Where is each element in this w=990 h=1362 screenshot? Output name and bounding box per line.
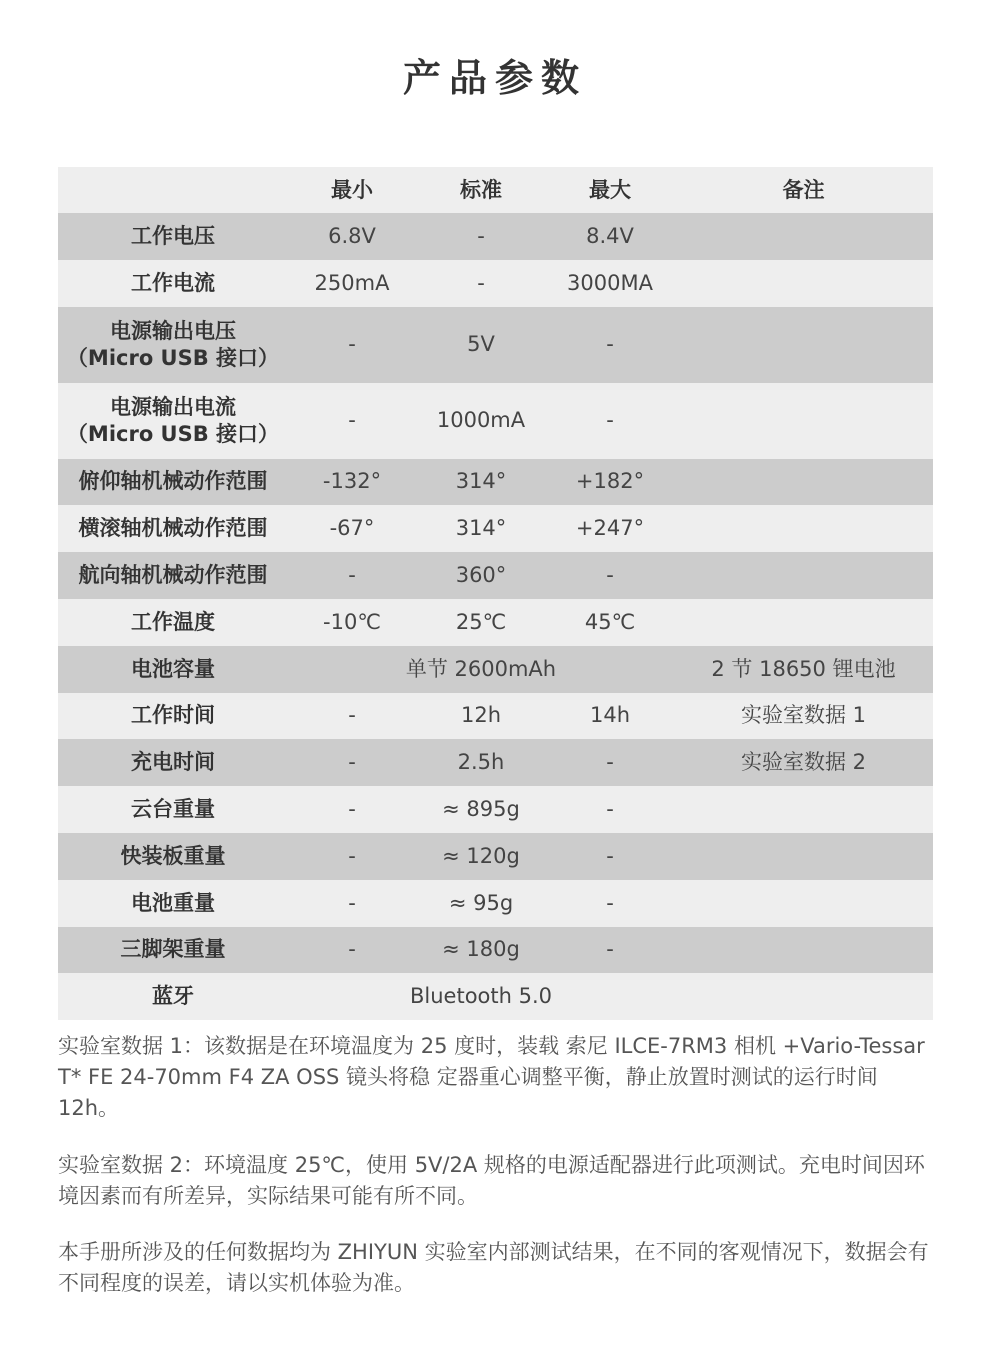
table-row bbox=[58, 833, 933, 880]
table-row bbox=[58, 505, 933, 552]
std-value: - bbox=[477, 270, 485, 295]
max-value: - bbox=[606, 408, 614, 433]
note-value bbox=[674, 383, 933, 459]
table-row bbox=[58, 213, 933, 260]
param-label: 充电时间 bbox=[131, 750, 215, 775]
max-value: - bbox=[606, 937, 614, 962]
note-value bbox=[674, 880, 933, 927]
std-value: 12h bbox=[460, 703, 502, 728]
std-value: 314° bbox=[455, 469, 507, 494]
spec-table bbox=[58, 167, 933, 1020]
param-label bbox=[58, 383, 288, 459]
param-label: 航向轴机械动作范围 bbox=[78, 563, 268, 588]
note-value: 实验室数据 2 bbox=[740, 750, 867, 775]
std-value: ≈ 95g bbox=[448, 890, 514, 915]
param-label: 工作电流 bbox=[131, 270, 215, 295]
std-value: 5V bbox=[467, 332, 495, 357]
param-label: 俯仰轴机械动作范围 bbox=[78, 469, 268, 494]
note-value bbox=[674, 552, 933, 599]
note-value bbox=[674, 213, 933, 260]
std-value: ≈ 120g bbox=[442, 843, 520, 868]
note-value: 实验室数据 1 bbox=[740, 703, 867, 728]
disclaimer-note: 本手册所涉及的任何数据均为 ZHIYUN 实验室内部测试结果，在不同的客观情况下，数据会有不同程度的误差，请以实机体验为准。 bbox=[58, 1240, 929, 1295]
note-value bbox=[674, 927, 933, 974]
lab-data-note-1: 实验室数据 1：该数据是在环境温度为 25 度时，装载 索尼 ILCE-7RM3 相机 +Vario-Tessar T* FE 24-70mm F4 ZA OSS 镜头将稳 定器重心调整平衡，静止放置时测试的运行时间 12h。 bbox=[58, 1034, 925, 1120]
merged-value: 单节 2600mAh bbox=[405, 656, 557, 681]
note-value bbox=[674, 599, 933, 646]
max-value: 14h bbox=[589, 703, 631, 728]
note-value bbox=[674, 973, 933, 1020]
std-value: 360° bbox=[455, 563, 507, 588]
std-value: 1000mA bbox=[436, 408, 526, 433]
max-value: 8.4V bbox=[586, 223, 634, 248]
table-row bbox=[58, 786, 933, 833]
note-value bbox=[674, 459, 933, 506]
header-standard: 标准 bbox=[460, 177, 502, 202]
std-value: 314° bbox=[455, 516, 507, 541]
header-param bbox=[58, 167, 288, 213]
min-value: - bbox=[348, 937, 356, 962]
note-value bbox=[674, 833, 933, 880]
min-value: 250mA bbox=[314, 270, 390, 295]
max-value: - bbox=[606, 890, 614, 915]
param-label: 电池容量 bbox=[131, 656, 215, 681]
param-label-line2: （Micro USB 接口） bbox=[66, 345, 280, 370]
max-value: - bbox=[606, 843, 614, 868]
min-value: - bbox=[348, 890, 356, 915]
table-row bbox=[58, 552, 933, 599]
min-value: 6.8V bbox=[328, 223, 376, 248]
param-label-line2: （Micro USB 接口） bbox=[66, 421, 280, 446]
header-note: 备注 bbox=[782, 177, 825, 202]
std-value: ≈ 180g bbox=[442, 937, 520, 962]
std-value: - bbox=[477, 223, 485, 248]
table-row bbox=[58, 260, 933, 307]
param-label: 三脚架重量 bbox=[120, 937, 226, 962]
std-value: 2.5h bbox=[457, 750, 505, 775]
min-value: -10℃ bbox=[323, 609, 381, 634]
note-value bbox=[674, 505, 933, 552]
param-label: 工作温度 bbox=[131, 609, 215, 634]
min-value: - bbox=[348, 750, 356, 775]
max-value: - bbox=[606, 332, 614, 357]
param-label-line1: 电源输出电压 bbox=[110, 318, 236, 343]
note-value bbox=[674, 260, 933, 307]
max-value: 45℃ bbox=[584, 609, 636, 634]
table-row bbox=[58, 880, 933, 927]
header-max: 最大 bbox=[589, 177, 631, 202]
max-value: 3000MA bbox=[567, 270, 653, 295]
table-row bbox=[58, 459, 933, 506]
note-value bbox=[674, 786, 933, 833]
param-label: 电池重量 bbox=[131, 890, 215, 915]
table-row bbox=[58, 646, 933, 693]
max-value: - bbox=[606, 563, 614, 588]
min-value: - bbox=[348, 843, 356, 868]
table-header-row bbox=[58, 167, 933, 213]
std-value: 25℃ bbox=[455, 609, 507, 634]
note-value: 2 节 18650 锂电池 bbox=[711, 656, 896, 681]
max-value: +247° bbox=[575, 516, 645, 541]
table-row bbox=[58, 973, 933, 1020]
min-value: - bbox=[348, 703, 356, 728]
table-row bbox=[58, 383, 933, 459]
min-value: - bbox=[348, 797, 356, 822]
table-row bbox=[58, 927, 933, 974]
param-label bbox=[58, 307, 288, 383]
param-label: 快装板重量 bbox=[120, 843, 226, 868]
table-row bbox=[58, 599, 933, 646]
min-value: - bbox=[348, 408, 356, 433]
page-title: 产品参数 bbox=[402, 56, 587, 100]
param-label-line1: 电源输出电流 bbox=[110, 394, 236, 419]
min-value: - bbox=[348, 332, 356, 357]
param-label: 横滚轴机械动作范围 bbox=[78, 516, 268, 541]
param-label: 蓝牙 bbox=[152, 984, 194, 1009]
max-value: - bbox=[606, 797, 614, 822]
param-label: 云台重量 bbox=[131, 797, 215, 822]
min-value: -132° bbox=[322, 469, 382, 494]
header-min: 最小 bbox=[331, 177, 373, 202]
std-value: ≈ 895g bbox=[442, 797, 520, 822]
note-value bbox=[674, 307, 933, 383]
min-value: -67° bbox=[329, 516, 375, 541]
merged-value: Bluetooth 5.0 bbox=[409, 984, 553, 1009]
min-value: - bbox=[348, 563, 356, 588]
table-row bbox=[58, 307, 933, 383]
table-row bbox=[58, 693, 933, 740]
max-value: +182° bbox=[575, 469, 645, 494]
max-value: - bbox=[606, 750, 614, 775]
table-row bbox=[58, 739, 933, 786]
param-label: 工作电压 bbox=[131, 223, 215, 248]
lab-data-note-2: 实验室数据 2：环境温度 25℃，使用 5V/2A 规格的电源适配器进行此项测试。充电时间因环境因素而有所差异，实际结果可能有所不同。 bbox=[58, 1153, 925, 1208]
param-label: 工作时间 bbox=[131, 703, 215, 728]
